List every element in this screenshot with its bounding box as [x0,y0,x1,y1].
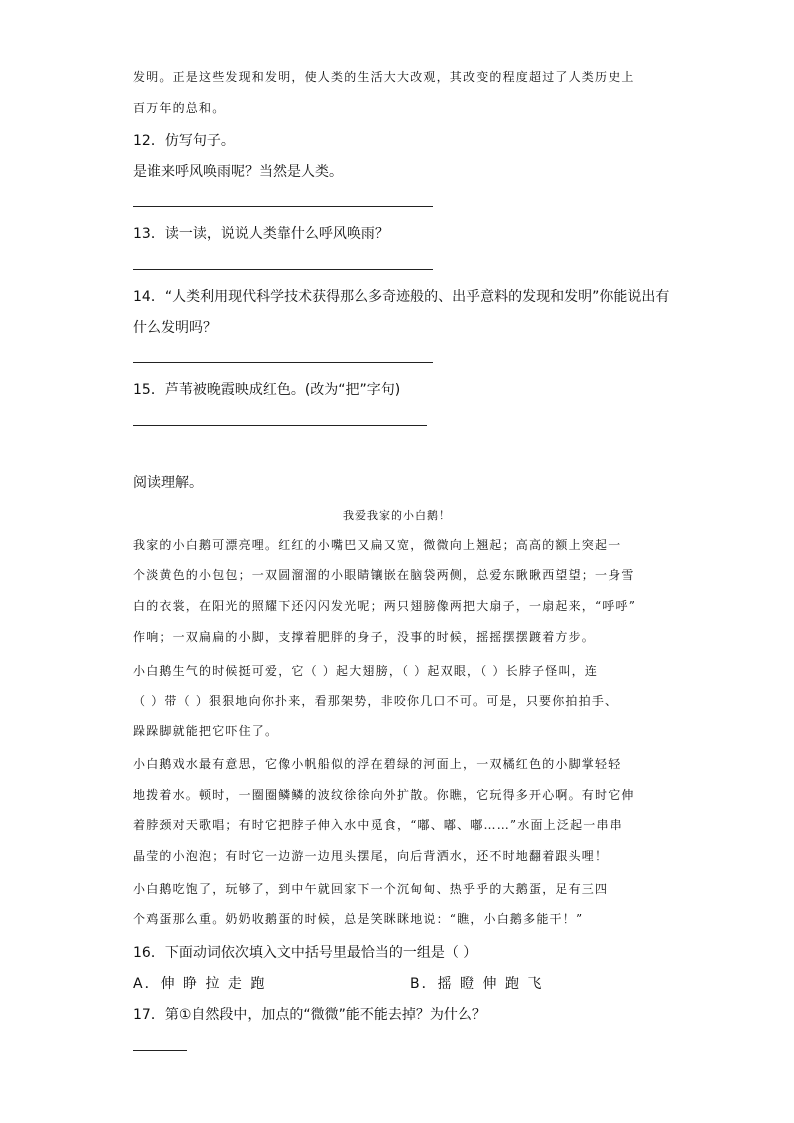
intro-line-1: 发明。正是这些发现和发明，使人类的生活大大改观，其改变的程度超过了人类历史上 [133,70,635,84]
question-17-prefix: 17．第 [133,1007,179,1023]
question-12-example: 是谁来呼风唤雨呢？当然是人类。 [133,164,343,180]
passage-p4-line-2: 个鸡蛋那么重。奶奶收鹅蛋的时候，总是笑眯眯地说：“瞧，小白鹅多能干！” [133,912,584,926]
passage-p3-line-1: 小白鹅戏水最有意思，它像小帆船似的浮在碧绿的河面上，一双橘红色的小脚掌轻轻 [133,757,622,771]
question-12-answer-line[interactable] [133,206,433,207]
paragraph-number-badge: ① [178,1007,192,1023]
passage-p3-line-4: 晶莹的小泡泡；有时它一边游一边甩头摆尾，向后背洒水，还不时地翻着跟头哩！ [133,849,609,863]
question-17-suffix: 自然段中，加点的“微微”能不能去掉？为什么？ [191,1007,486,1023]
question-16-prompt: 16．下面动词依次填入文中括号里最恰当的一组是（ ） [133,945,478,961]
question-16-option-b[interactable]: B．摇 瞪 伸 跑 飞 [410,976,544,992]
question-16-option-a[interactable]: A．伸 睁 拉 走 跑 [133,976,267,992]
question-14-line-1: 14．“人类利用现代科学技术获得那么多奇迹般的、出乎意料的发现和发明”你能说出有 [133,289,670,305]
question-17-answer-line[interactable] [133,1050,187,1051]
question-17-prompt [133,1004,486,1024]
passage-p2-line-2: （ ）带（ ）狠狠地向你扑来，看那架势，非咬你几口不可。可是，只要你拍拍手、 [133,694,619,708]
intro-line-2: 百万年的总和。 [133,101,226,115]
passage-p1-line-2: 个淡黄色的小包包；一双圆溜溜的小眼睛镶嵌在脑袋两侧，总爱东瞅瞅西望望；一身雪 [133,568,635,582]
passage-p1-line-3: 白的衣裳，在阳光的照耀下还闪闪发光呢；两只翅膀像两把大扇子，一扇起来，“呼呼” [133,599,637,613]
question-12-prompt: 12．仿写句子。 [133,133,235,149]
question-15-answer-line[interactable] [133,425,427,426]
passage-title: 我爱我家的小白鹅！ [343,509,451,522]
question-14-line-2: 什么发明吗？ [133,320,217,336]
question-15-prompt: 15．芦苇被晚霞映成红色。(改为“把”字句) [133,382,401,398]
question-13-answer-line[interactable] [133,269,433,270]
passage-p1-line-1: 我家的小白鹅可漂亮哩。红红的小嘴巴又扁又宽，微微向上翘起；高高的额上突起一 [133,538,622,552]
passage-p3-line-3: 着脖颈对天歌唱；有时它把脖子伸入水中觅食，“嘟、嘟、嘟……”水面上泛起一串串 [133,818,623,832]
passage-p4-line-1: 小白鹅吃饱了，玩够了，到中午就回家下一个沉甸甸、热乎乎的大鹅蛋，足有三四 [133,882,609,896]
passage-p1-line-4: 作响；一双扁扁的小脚，支撑着肥胖的身子，没事的时候，摇摇摆摆踱着方步。 [133,630,596,644]
section-heading: 阅读理解。 [133,475,203,491]
passage-p2-line-1: 小白鹅生气的时候挺可爱，它（ ）起大翅膀，（ ）起双眼，（ ）长脖子怪叫，连 [133,664,599,678]
question-13-prompt: 13．读一读，说说人类靠什么呼风唤雨？ [133,226,389,242]
passage-p3-line-2: 地拨着水。顿时，一圈圈鳞鳞的波纹徐徐向外扩散。你瞧，它玩得多开心啊。有时它伸 [133,788,635,802]
passage-p2-line-3: 跺跺脚就能把它吓住了。 [133,724,279,738]
question-14-answer-line[interactable] [133,362,433,363]
